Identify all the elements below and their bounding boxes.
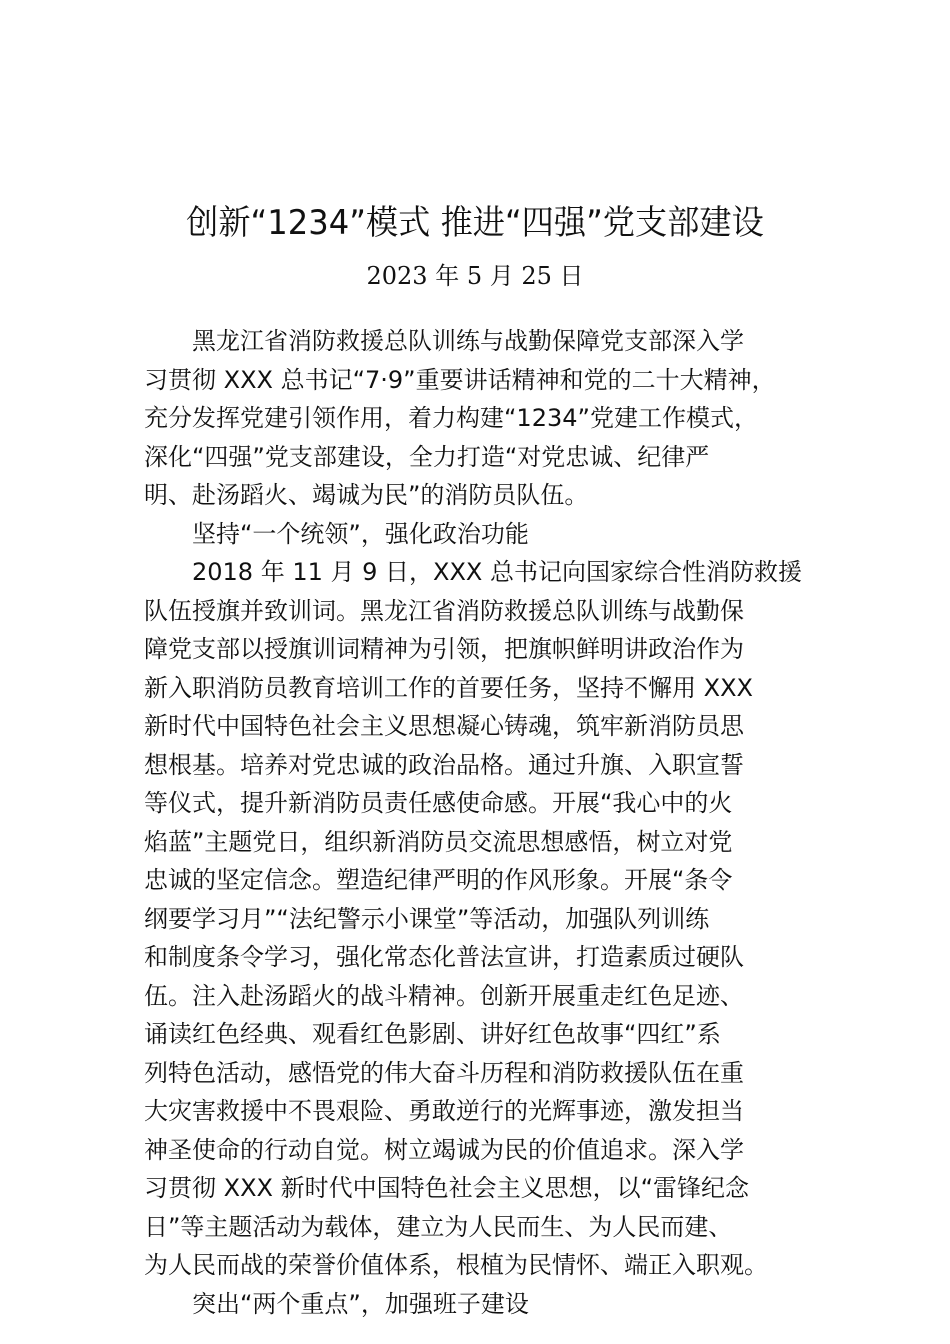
- document-title: 创新“1234”模式 推进“四强”党支部建设: [186, 203, 764, 243]
- body-line: 黑龙江省消防救援总队训练与战勤保障党支部深入学: [192, 327, 744, 355]
- body-line: 焰蓝”主题党日，组织新消防员交流思想感悟，树立对党: [144, 827, 733, 856]
- body-line: 坚持“一个统领”，强化政治功能: [192, 519, 529, 548]
- body-line: 充分发挥党建引领作用，着力构建“1234”党建工作模式，: [144, 404, 758, 432]
- body-line: 伍。注入赴汤蹈火的战斗精神。创新开展重走红色足迹、: [144, 981, 744, 1010]
- body-line: 纲要学习月”“法纪警示小课堂”等活动，加强队列训练: [144, 904, 710, 933]
- body-line: 想根基。培养对党忠诚的政治品格。通过升旗、入职宣誓: [144, 750, 744, 779]
- body-line: 等仪式，提升新消防员责任感使命感。开展“我心中的火: [144, 789, 733, 817]
- body-line: 新时代中国特色社会主义思想凝心铸魂，筑牢新消防员思: [144, 712, 744, 740]
- body-line: 大灾害救援中不畏艰险、勇敢逆行的光辉事迹，激发担当: [144, 1097, 744, 1125]
- body-line: 诵读红色经典、观看红色影剧、讲好红色故事“四红”系: [144, 1020, 721, 1048]
- body-line: 深化“四强”党支部建设，全力打造“对党忠诚、纪律严: [144, 442, 710, 471]
- body-line: 习贯彻 XXX 新时代中国特色社会主义思想，以“雷锋纪念: [144, 1174, 750, 1202]
- document-date: 2023 年 5 月 25 日: [366, 262, 584, 290]
- body-line: 忠诚的坚定信念。塑造纪律严明的作风形象。开展“条令: [144, 866, 733, 894]
- body-line: 和制度条令学习，强化常态化普法宣讲，打造素质过硬队: [144, 943, 744, 971]
- body-line: 2018 年 11 月 9 日，XXX 总书记向国家综合性消防救援: [192, 558, 802, 586]
- body-line: 神圣使命的行动自觉。树立竭诚为民的价值追求。深入学: [144, 1135, 744, 1164]
- document-body: [144, 322, 824, 1323]
- body-line: 队伍授旗并致训词。黑龙江省消防救援总队训练与战勤保: [144, 596, 744, 625]
- body-line: 习贯彻 XXX 总书记“7·9”重要讲话精神和党的二十大精神，: [144, 365, 776, 394]
- body-line: 新入职消防员教育培训工作的首要任务，坚持不懈用 XXX: [144, 673, 753, 702]
- body-line: 障党支部以授旗训词精神为引领，把旗帜鲜明讲政治作为: [144, 635, 744, 663]
- body-line: 日”等主题活动为载体，建立为人民而生、为人民而建、: [144, 1212, 733, 1241]
- body-line: 明、赴汤蹈火、竭诚为民”的消防员队伍。: [144, 481, 589, 509]
- body-line: 为人民而战的荣誉价值体系，根植为民情怀、端正入职观。: [144, 1251, 768, 1279]
- body-line: 列特色活动，感悟党的伟大奋斗历程和消防救援队伍在重: [144, 1058, 744, 1087]
- body-line: 突出“两个重点”，加强班子建设: [192, 1289, 529, 1318]
